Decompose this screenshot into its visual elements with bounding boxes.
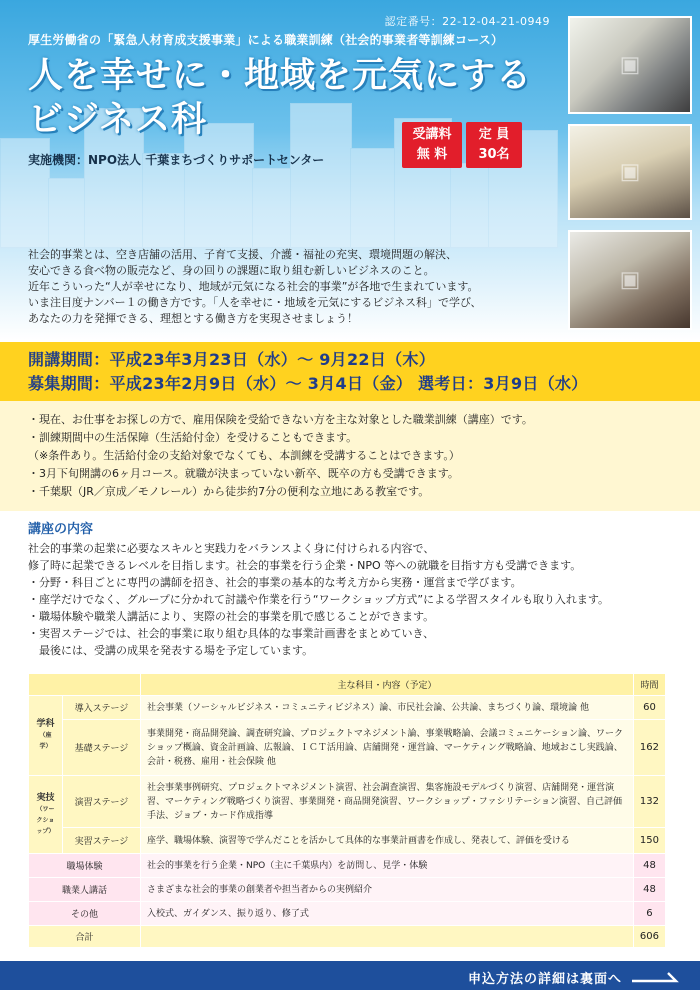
- category-study: [29, 696, 63, 776]
- table-row: [29, 902, 666, 926]
- recruit-period: 募集期間：平成23年2月9日（水）～ 3月4日（金） 選考日：3月9日（水）: [28, 374, 588, 393]
- other-label: その他: [29, 902, 141, 926]
- camera-icon: ▣: [619, 159, 641, 185]
- certification-number: 認定番号：22-12-04-21-0949: [384, 15, 550, 28]
- stage-hours: 60: [633, 696, 665, 720]
- note-item: ・訓練期間中の生活保障（生活給付金）を受けることもできます。: [28, 431, 358, 444]
- badge-free-line1: 受講料: [412, 127, 452, 142]
- course-line: ・分野・科目ごとに専門の講師を招き、社会的事業の基本的な考え方から実務・運営まで学びます。: [28, 576, 522, 589]
- table-row: [29, 720, 666, 776]
- stage-hours: 150: [633, 828, 665, 854]
- other-subjects: さまざまな社会的事業の創業者や担当者からの実例紹介: [141, 878, 634, 902]
- note-item: ・現在、お仕事をお探しの方で、雇用保険を受給できない方を主な対象とした職業訓練（講座）です。: [28, 413, 533, 426]
- table-row: [29, 828, 666, 854]
- note-item: ・3月下旬開講の6ヶ月コース。就職が決まっていない新卒、既卒の方も受講できます。: [28, 467, 459, 480]
- footer-bar: [0, 961, 700, 990]
- course-line: ・実習ステージでは、社会的事業に取り組む具体的な事業計画書をまとめていき、: [28, 627, 435, 640]
- badge-free-line2: 無 料: [416, 147, 448, 162]
- badge-capacity-line2: 30名: [478, 147, 510, 162]
- stage-subjects: 社会事業（ソーシャルビジネス・コミュニティビジネス）論、市民社会論、公共論、まちづくり論、環境論 他: [141, 696, 634, 720]
- table-row: [29, 878, 666, 902]
- title-line-2: ビジネス科: [28, 100, 207, 140]
- course-line: 社会的事業の起業に必要なスキルと実践力をバランスよく身に付けられる内容で、: [28, 542, 435, 555]
- hero-banner: [0, 0, 700, 340]
- course-description: [28, 540, 688, 659]
- stage-label: 演習ステージ: [63, 776, 141, 828]
- category-study-sub: （座学）: [39, 732, 52, 750]
- intro-line: 安心できる食べ物の販売など、身の回りの課題に取り組む新しいビジネスのこと。: [28, 264, 435, 277]
- intro-line: いま注目度ナンバー１の働き方です。「人を幸せに・地域を元気にするビジネス科」で学び、: [28, 296, 482, 309]
- other-subjects: 入校式、ガイダンス、振り返り、修了式: [141, 902, 634, 926]
- table-header-subjects: 主な科目・内容（予定）: [141, 674, 634, 696]
- classroom-photo-seminar: [568, 124, 692, 220]
- stage-label: 導入ステージ: [63, 696, 141, 720]
- arrow-right-icon: [632, 969, 684, 983]
- period-bar: [0, 342, 700, 401]
- table-row: [29, 854, 666, 878]
- note-item: ・千葉駅（JR／京成／モノレール）から徒歩約7分の便利な立地にある教室です。: [28, 485, 430, 498]
- capacity-badge: [466, 122, 522, 168]
- classroom-photo-lecture: [568, 16, 692, 114]
- intro-text: [28, 247, 548, 327]
- table-header-blank: [29, 674, 141, 696]
- course-heading: 講座の内容: [28, 522, 94, 537]
- stage-hours: 132: [633, 776, 665, 828]
- total-hours: 606: [633, 926, 665, 948]
- total-blank: [141, 926, 634, 948]
- classroom-photo-workshop: [568, 230, 692, 330]
- other-hours: 6: [633, 902, 665, 926]
- stage-subjects: 事業開発・商品開発論、調査研究論、プロジェクトマネジメント論、事業戦略論、会議コミュニケーション論、ワークショップ概論、資金計画論、広報論、ＩＣＴ活用論、店舗開発・運営論、マーケティング戦略論、地域おこし実践論、会計・税務、雇用・社会保険 他: [141, 720, 634, 776]
- stage-subjects: 座学、職場体験、演習等で学んだことを活かして具体的な事業計画書を作成し、発表して、評価を受ける: [141, 828, 634, 854]
- table-header-hours: 時間: [633, 674, 665, 696]
- notes-box: [0, 401, 700, 511]
- stage-hours: 162: [633, 720, 665, 776]
- course-line: ・座学だけでなく、グループに分かれて討議や作業を行う“ワークショップ方式”による学習スタイルも取り入れます。: [28, 593, 609, 606]
- table-row: [29, 776, 666, 828]
- intro-line: あなたの力を発揮できる、理想とする働き方を実現させましょう！: [28, 312, 358, 325]
- stage-label: 基礎ステージ: [63, 720, 141, 776]
- footer-text: 申込方法の詳細は裏面へ: [467, 972, 622, 987]
- free-tuition-badge: [402, 122, 462, 168]
- table-header-row: [29, 674, 666, 696]
- course-period: 開講期間：平成23年3月23日（水）～ 9月22日（木）: [28, 350, 436, 369]
- stage-label: 実習ステージ: [63, 828, 141, 854]
- stage-subjects: 社会事業事例研究、プロジェクトマネジメント演習、社会調査演習、集客施設モデルづくり演習、店舗開発・運営演習、マーケティング戦略づくり演習、事業開発・商品開発演習、ワークショップ・ファシリテーション演習、自己評価手法、ジョブ・カード作成指導: [141, 776, 634, 828]
- intro-line: 社会的事業とは、空き店舗の活用、子育て支援、介護・福祉の充実、環境問題の解決、: [28, 248, 457, 261]
- curriculum-table: [28, 673, 666, 948]
- other-subjects: 社会的事業を行う企業・NPO（主に千葉県内）を訪問し、見学・体験: [141, 854, 634, 878]
- other-hours: 48: [633, 854, 665, 878]
- organizer-label: 実施機関：NPO法人 千葉まちづくりサポートセンター: [28, 153, 325, 167]
- intro-line: 近年こういった“人が幸せになり、地域が元気になる社会的事業”が各地で生まれています。: [28, 280, 479, 293]
- category-practice-label: 実技: [36, 792, 55, 803]
- camera-icon: ▣: [619, 52, 641, 78]
- course-line: 修了時に起業できるレベルを目指します。社会的事業を行う企業・NPO 等への就職を目指す方も受講できます。: [28, 559, 582, 572]
- course-line: ・職場体験や職業人講話により、実際の社会的事業を肌で感じることができます。: [28, 610, 435, 623]
- category-study-label: 学科: [36, 719, 55, 729]
- title-line-1: 人を幸せに・地域を元気にする: [28, 56, 533, 96]
- table-row: [29, 696, 666, 720]
- category-practice: [29, 776, 63, 854]
- table-total-row: [29, 926, 666, 948]
- other-label: 職場体験: [29, 854, 141, 878]
- total-label: 合計: [29, 926, 141, 948]
- camera-icon: ▣: [619, 267, 641, 293]
- course-line: 最後には、受講の成果を発表する場を予定しています。: [28, 644, 314, 657]
- note-item: （※条件あり。生活給付金の支給対象でなくても、本訓練を受講することはできます。）: [28, 449, 460, 462]
- program-subtitle: 厚生労働省の「緊急人材育成支援事業」による職業訓練（社会的事業者等訓練コース）: [28, 33, 504, 47]
- category-practice-sub: （ワークショップ）: [36, 805, 55, 835]
- other-hours: 48: [633, 878, 665, 902]
- other-label: 職業人講話: [29, 878, 141, 902]
- badge-capacity-line1: 定 員: [478, 127, 510, 142]
